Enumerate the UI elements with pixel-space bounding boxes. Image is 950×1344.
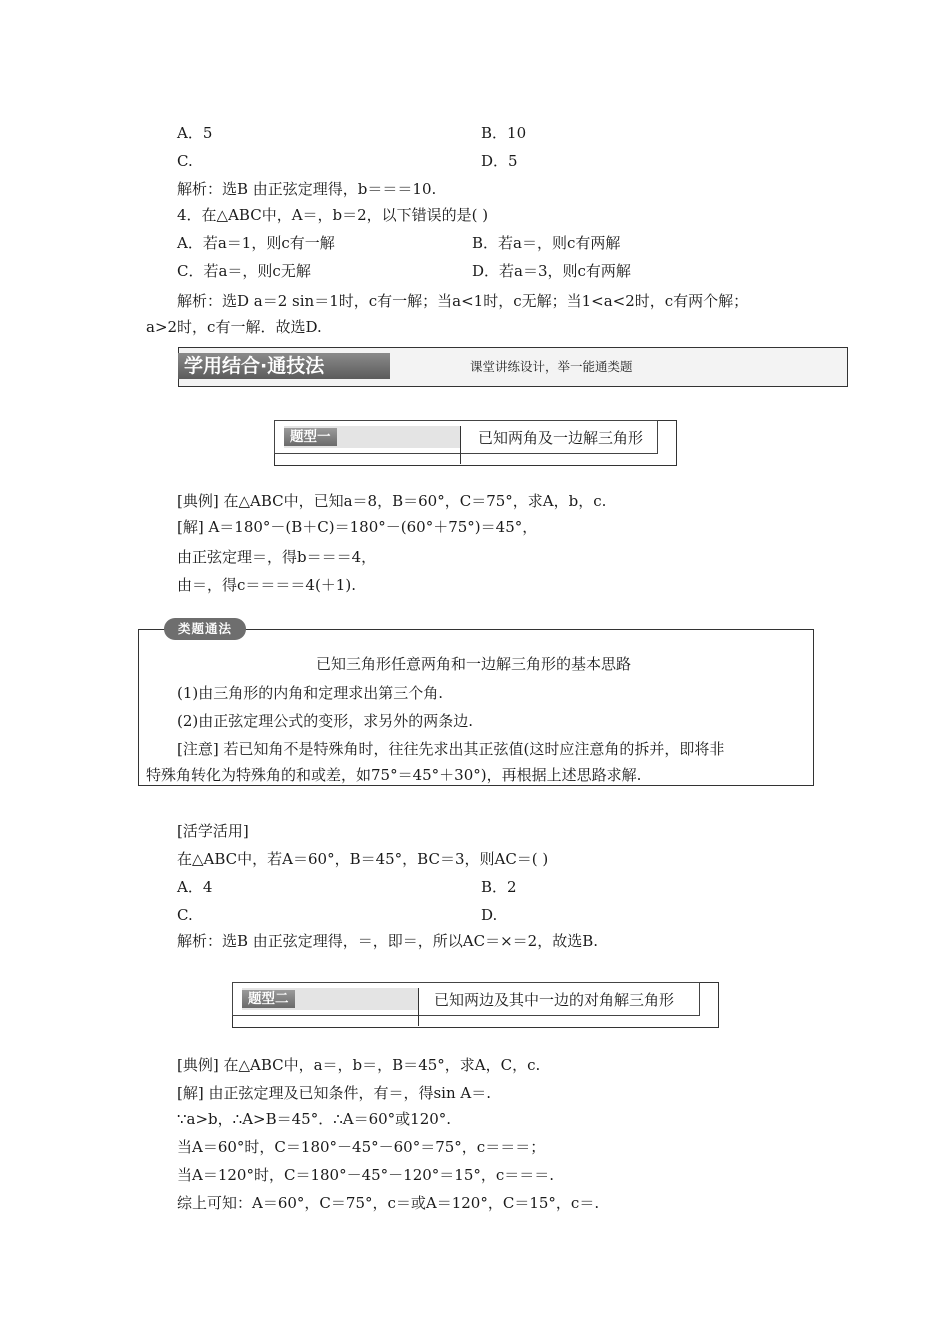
text-line: a>2时，c有一解．故选D.	[146, 318, 322, 336]
text-line: 由＝，得c＝＝＝＝4(＋1).	[177, 576, 356, 594]
text-line: 在△ABC中，若A＝60°，B＝45°，BC＝3，则AC＝( )	[177, 850, 549, 868]
type1-divider	[460, 426, 461, 464]
summary-note-continued: 特殊角转化为特殊角的和或差，如75°＝45°＋30°)，再根据上述思路求解.	[146, 766, 642, 784]
summary-pill: 类题通法	[164, 618, 246, 640]
text-line: 解析：选B 由正弦定理得，＝，即＝，所以AC＝×＝2，故选B.	[177, 932, 599, 950]
banner-title: 学用结合·通技法	[184, 355, 325, 377]
type2-title: 已知两边及其中一边的对角解三角形	[434, 991, 675, 1009]
text-line: B．10	[481, 124, 527, 142]
type2-divider	[418, 988, 419, 1026]
text-line: [解] 由正弦定理及已知条件，有＝，得sin A＝.	[177, 1084, 491, 1102]
text-line: B．若a＝，则c有两解	[472, 234, 621, 252]
text-line: 解析：选D a＝2 sin＝1时，c有一解；当a<1时，c无解；当1<a<2时，c有两个解；	[177, 292, 749, 310]
text-line: B．2	[481, 878, 517, 896]
summary-box	[138, 629, 814, 786]
text-line: C.	[177, 152, 193, 170]
summary-heading: 已知三角形任意两角和一边解三角形的基本思路	[316, 655, 632, 673]
summary-item: (1)由三角形的内角和定理求出第三个角.	[177, 684, 444, 702]
type1-tag: 题型一	[284, 428, 337, 446]
text-line: ∵a>b，∴A>B＝45°．∴A＝60°或120°.	[177, 1110, 452, 1128]
type2-tag: 题型二	[242, 990, 295, 1008]
text-line: D.	[481, 906, 498, 924]
text-line: 解析：选B 由正弦定理得，b＝＝＝10.	[177, 180, 437, 198]
summary-item: (2)由正弦定理公式的变形，求另外的两条边.	[177, 712, 474, 730]
text-line: A．若a＝1，则c有一解	[177, 234, 335, 252]
text-line: 当A＝60°时，C＝180°－45°－60°＝75°，c＝＝＝；	[177, 1138, 546, 1156]
text-line: 综上可知：A＝60°，C＝75°，c＝或A＝120°，C＝15°，c＝.	[177, 1194, 600, 1212]
summary-note: [注意] 若已知角不是特殊角时，往往先求出其正弦值(这时应注意角的拆并，即将非	[177, 740, 725, 758]
text-line: A．4	[177, 878, 213, 896]
type1-title: 已知两角及一边解三角形	[478, 429, 644, 447]
text-line: [典例] 在△ABC中，已知a＝8，B＝60°，C＝75°，求A，b，c.	[177, 492, 607, 510]
text-line: 由正弦定理＝，得b＝＝＝4，	[177, 548, 377, 566]
text-line: C．若a＝，则c无解	[177, 262, 311, 280]
text-line: C.	[177, 906, 193, 924]
text-line: [典例] 在△ABC中，a＝，b＝，B＝45°，求A，C，c.	[177, 1056, 541, 1074]
text-line: D．5	[481, 152, 518, 170]
text-line: A．5	[177, 124, 213, 142]
banner-subtitle: 课堂讲练设计，举一能通类题	[470, 359, 633, 374]
text-line: 当A＝120°时，C＝180°－45°－120°＝15°，c＝＝＝.	[177, 1166, 555, 1184]
text-line: 4．在△ABC中，A＝，b＝2，以下错误的是( )	[177, 206, 489, 224]
text-line: [活学活用]	[177, 822, 249, 840]
text-line: D．若a＝3，则c有两解	[472, 262, 631, 280]
text-line: [解] A＝180°－(B＋C)＝180°－(60°＋75°)＝45°，	[177, 518, 538, 536]
